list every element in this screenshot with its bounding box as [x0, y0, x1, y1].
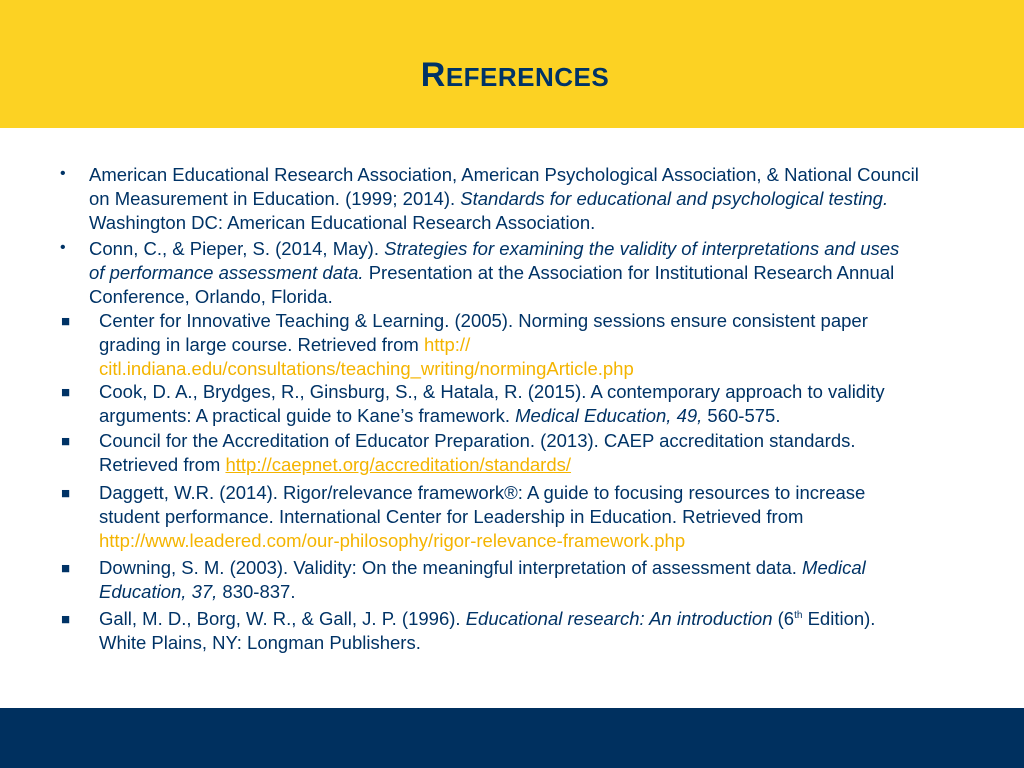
reference-text: Center for Innovative Teaching & Learning. (2005). Norming sessions ensure consistent paper grading in large course. Retrieved from http:// citl.indiana.edu/consultations/teaching_writing/normingArticle.php [99, 310, 868, 379]
reference-link[interactable]: http://caepnet.org/accreditation/standards/ [225, 454, 572, 475]
bullet-square-icon: ■ [61, 433, 71, 450]
reference-link[interactable]: http://www.leadered.com/our-philosophy/rigor-relevance-framework.php [99, 530, 686, 551]
reference-text: American Educational Research Association, American Psychological Association, & National Council on Measurement in Education. (1999; 2014). Standards for educational and psychological testing. Washington DC: American Educational Research Association. [89, 164, 919, 233]
bullet-square-icon: ■ [61, 611, 71, 628]
reference-text: Gall, M. D., Borg, W. R., & Gall, J. P. (1996). Educational research: An introduction (6th Edition). White Plains, NY: Longman Publishers. [99, 608, 876, 653]
reference-item [61, 481, 909, 553]
reference-text: Daggett, W.R. (2014). Rigor/relevance framework®: A guide to focusing resources to increase student performance. International Center for Leadership in Education. Retrieved from http://www.leadered.com/our-philosophy/rigor-relevance-framework.php [99, 482, 866, 551]
bullet-dot-icon: • [60, 239, 66, 256]
reference-text: Council for the Accreditation of Educator Preparation. (2013). CAEP accreditation standards. Retrieved from http://caepnet.org/accreditation/standards/ [99, 430, 856, 475]
reference-text: Downing, S. M. (2003). Validity: On the meaningful interpretation of assessment data. Medical Education, 37, 830-837. [99, 557, 866, 602]
reference-item [61, 607, 909, 655]
reference-item [60, 237, 919, 309]
slide-title [0, 55, 1024, 97]
title-rest: EFERENCES [445, 62, 610, 92]
reference-text: Cook, D. A., Brydges, R., Ginsburg, S., & Hatala, R. (2015). A contemporary approach to validity arguments: A practical guide to Kane’s framework. Medical Education, 49, 560-575. [99, 381, 885, 426]
footer-band [0, 708, 1024, 768]
bullet-square-icon: ■ [61, 313, 71, 330]
reference-item [60, 163, 919, 235]
reference-link[interactable]: http:// citl.indiana.edu/consultations/teaching_writing/normingArticle.php [99, 334, 634, 379]
reference-item [61, 309, 909, 381]
reference-item [61, 429, 909, 477]
title-initial: R [420, 56, 446, 94]
bullet-dot-icon: • [60, 165, 66, 182]
reference-item [61, 556, 909, 604]
bullet-square-icon: ■ [61, 485, 71, 502]
reference-text: Conn, C., & Pieper, S. (2014, May). Strategies for examining the validity of interpretations and uses of performance assessment data. Presentation at the Association for Institutional Research Annual Conference, Orlando, Florida. [89, 238, 900, 307]
bullet-square-icon: ■ [61, 384, 71, 401]
bullet-square-icon: ■ [61, 560, 71, 577]
reference-item [61, 380, 909, 428]
